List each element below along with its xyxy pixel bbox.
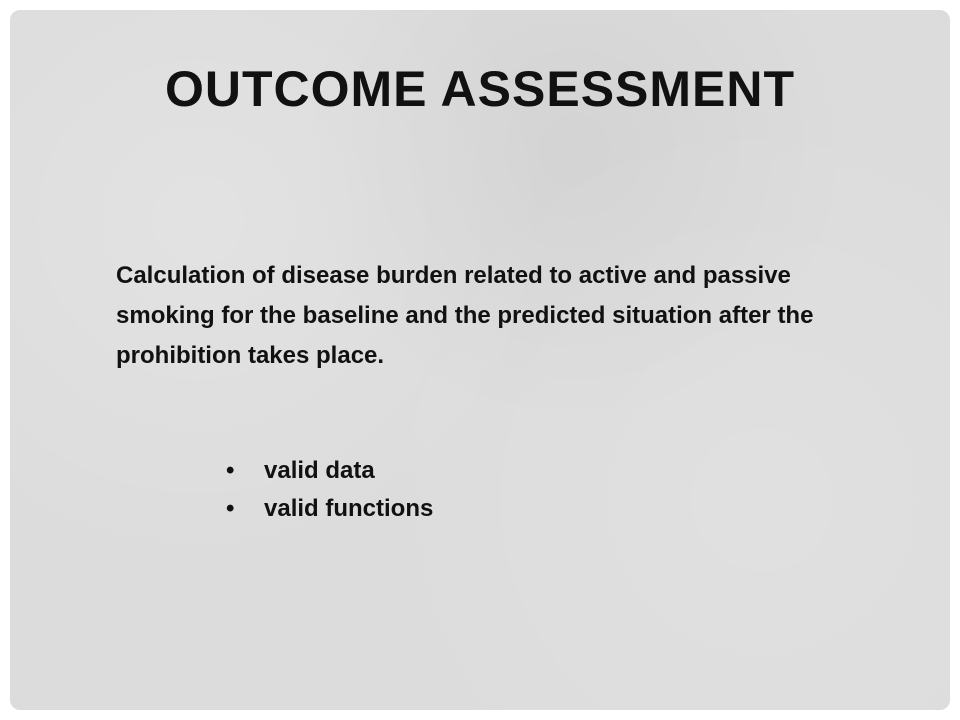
list-item <box>222 452 433 490</box>
slide-title: OUTCOME ASSESSMENT <box>164 61 796 117</box>
body-paragraph: Calculation of disease burden related to active and passive smoking for the baseline and the predicted situation after the prohibition takes place. <box>116 262 814 369</box>
slide <box>10 10 950 710</box>
bullet-list <box>222 452 433 528</box>
list-item <box>222 490 433 528</box>
bullet-icon: • <box>226 495 235 522</box>
bullet-icon: • <box>226 457 235 484</box>
bullet-text: valid functions <box>264 495 434 522</box>
bullet-text: valid data <box>264 457 375 484</box>
